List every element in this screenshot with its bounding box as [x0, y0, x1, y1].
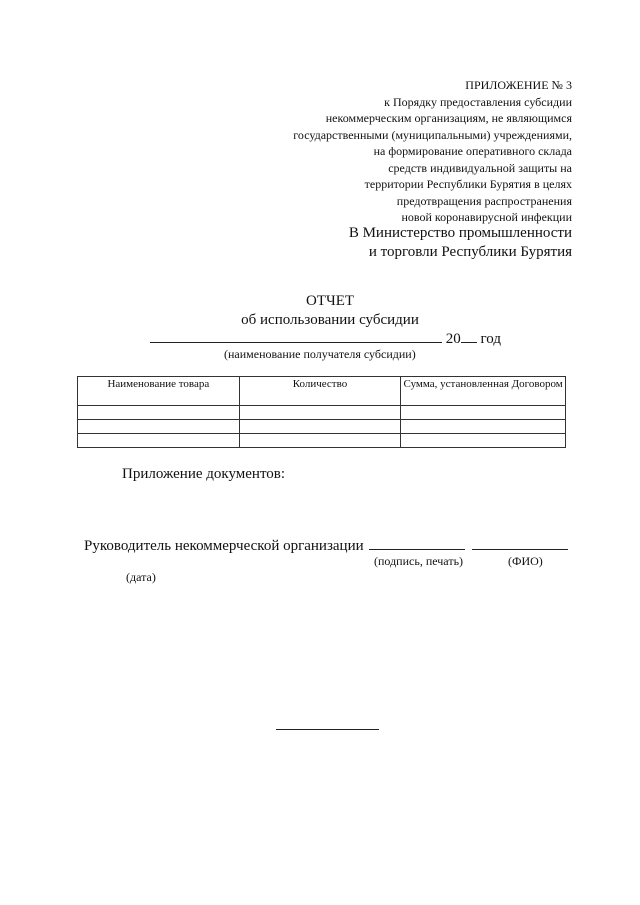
table-cell[interactable]	[78, 406, 240, 420]
table-cell[interactable]	[78, 420, 240, 434]
appendix-line: территории Республики Бурятия в целях	[364, 177, 572, 191]
footer-separator	[276, 729, 379, 730]
table-cell[interactable]	[239, 434, 401, 448]
table-cell[interactable]	[78, 434, 240, 448]
report-table	[77, 376, 566, 448]
appendix-line: на формирование оперативного склада	[373, 144, 572, 158]
recipient-caption: (наименование получателя субсидии)	[224, 347, 416, 361]
signature-caption: (подпись, печать)	[374, 554, 464, 568]
year-prefix: 20	[445, 331, 461, 347]
appendix-line: ПРИЛОЖЕНИЕ № 3	[465, 78, 572, 92]
table-row	[78, 406, 566, 420]
recipient-line	[150, 330, 501, 348]
appendix-header	[293, 77, 572, 226]
addressee-block	[349, 224, 572, 262]
appendix-line: предотвращения распространения	[396, 193, 572, 208]
column-header-product: Наименование товара	[78, 377, 240, 406]
signature-line	[84, 537, 568, 555]
table-row	[78, 420, 566, 434]
table-header-row	[78, 377, 566, 406]
addressee-line: В Министерство промышленности	[348, 225, 572, 241]
year-suffix: год	[480, 331, 501, 347]
recipient-name-blank[interactable]	[150, 330, 442, 343]
table-cell[interactable]	[239, 420, 401, 434]
table-cell[interactable]	[239, 406, 401, 420]
appendix-line: средств индивидуальной защиты на	[388, 160, 572, 175]
table-cell[interactable]	[401, 406, 566, 420]
table-cell[interactable]	[401, 420, 566, 434]
appendix-line: новой коронавирусной инфекции	[401, 210, 572, 224]
addressee-line: и торговли Республики Бурятия	[368, 244, 572, 260]
column-header-amount: Сумма, установленная Договором	[401, 377, 566, 406]
signature-blank[interactable]	[369, 537, 465, 550]
report-subtitle: об использовании субсидии	[241, 312, 419, 328]
table-cell[interactable]	[401, 434, 566, 448]
appendix-line: некоммерческим организациям, не являющимся	[325, 111, 572, 125]
year-blank[interactable]	[461, 330, 477, 343]
date-caption: (дата)	[126, 570, 156, 584]
appendix-line: государственными (муниципальными) учреждениями,	[293, 127, 572, 142]
appendix-line: к Порядку предоставления субсидии	[384, 94, 572, 109]
table-row	[78, 434, 566, 448]
name-blank[interactable]	[472, 537, 568, 550]
signature-role-label: Руководитель некоммерческой организации	[84, 538, 364, 554]
report-title: ОТЧЕТ	[305, 293, 355, 309]
column-header-quantity: Количество	[239, 377, 401, 406]
attachments-label: Приложение документов:	[122, 466, 286, 482]
name-caption: (ФИО)	[508, 554, 543, 568]
